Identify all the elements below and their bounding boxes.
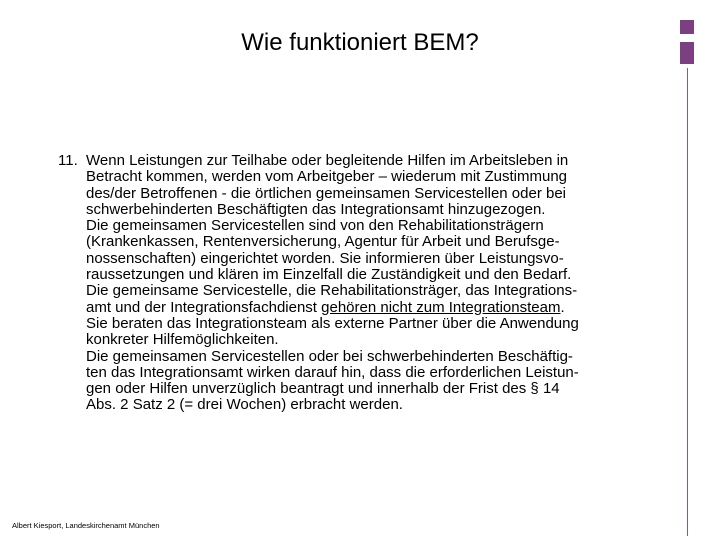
slide-title: Wie funktioniert BEM? (241, 29, 479, 56)
text-line: ten das Integrationsamt wirken darauf hin, dass die erforderlichen Leistun- (86, 363, 579, 381)
text-line: Die gemeinsamen Servicestellen oder bei schwerbehinderten Beschäftig- (86, 347, 573, 365)
text-line: des/der Betroffenen - die örtlichen gemeinsamen Servicestellen oder bei (86, 184, 566, 202)
accent-vertical-line (687, 68, 688, 536)
text-line: Die gemeinsame Servicestelle, die Rehabilitationsträger, das Integrations- (86, 282, 578, 300)
underlined-text: gehören nicht zum Integrationsteam (321, 298, 561, 316)
text-line: Wenn Leistungen zur Teilhabe oder begleitende Hilfen im Arbeitsleben in (86, 152, 569, 169)
text-line: (Krankenkassen, Rentenversicherung, Agentur für Arbeit und Berufsge- (86, 233, 560, 251)
accent-square-bottom (680, 42, 694, 64)
item-number: 11. (58, 152, 78, 169)
text-line: Abs. 2 Satz 2 (= drei Wochen) erbracht werden. (86, 396, 403, 414)
text-line: gen oder Hilfen unverzüglich beantragt und innerhalb der Frist des § 14 (86, 380, 560, 398)
text-line (86, 300, 656, 316)
text-line: Sie beraten das Integrationsteam als externe Partner über die Anwendung (86, 314, 579, 332)
text-line: Die gemeinsamen Servicestellen sind von den Rehabilitationsträgern (86, 217, 544, 235)
text-segment: . (560, 298, 565, 316)
text-line: nossenschaften) eingerichtet worden. Sie informieren über Leistungsvo- (86, 249, 564, 267)
item-text (86, 153, 656, 414)
accent-square-top (680, 20, 694, 34)
text-line: schwerbehinderten Beschäftigten das Integrationsamt hinzugezogen. (86, 200, 546, 218)
footer-author: Albert Kiesport, Landeskirchenamt München (12, 521, 160, 530)
text-segment: amt und der Integrationsfachdienst (86, 298, 322, 316)
text-line: raussetzungen und klären im Einzelfall die Zuständigkeit und den Bedarf. (86, 266, 572, 284)
text-line: konkreter Hilfemöglichkeiten. (86, 331, 279, 349)
text-line: Betracht kommen, werden vom Arbeitgeber – wiederum mit Zustimmung (86, 168, 568, 186)
